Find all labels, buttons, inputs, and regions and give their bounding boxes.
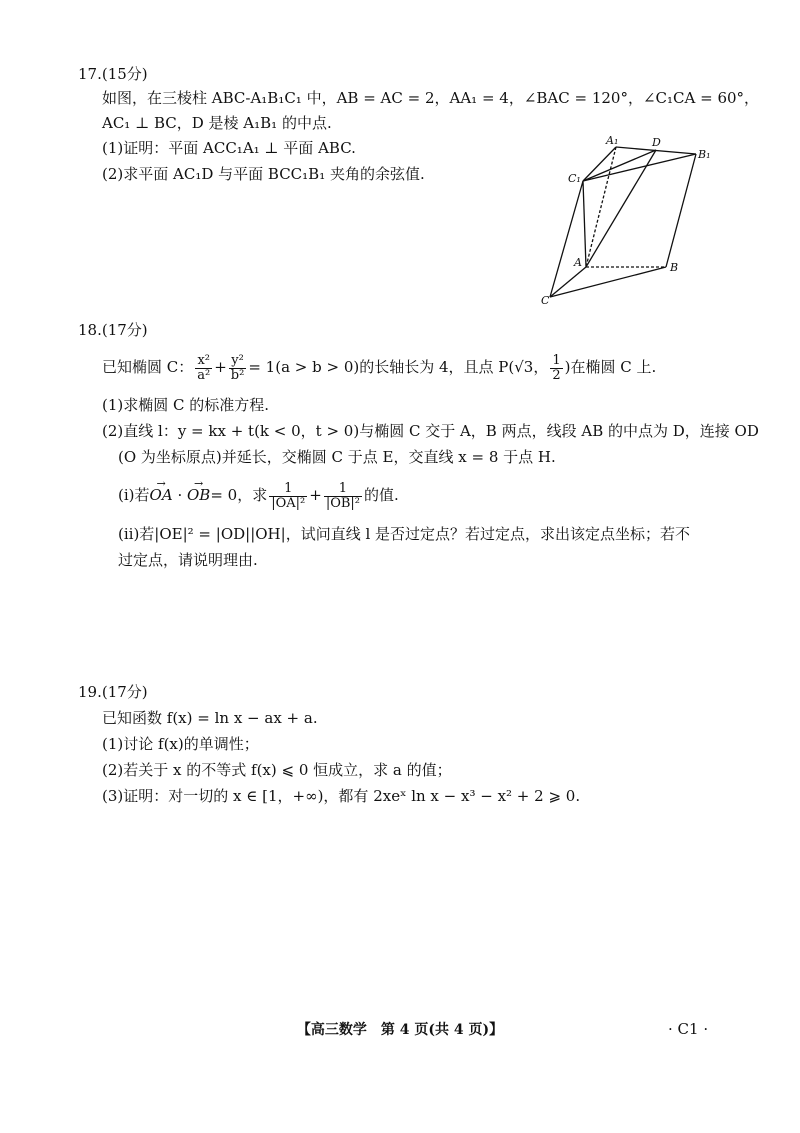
q19-heading: 19.(17分): [78, 683, 148, 701]
label-d: D: [652, 136, 661, 149]
vector-oa: → OA: [150, 480, 173, 510]
q18-heading: 18.(17分): [78, 321, 148, 339]
q19-part2: (2)若关于 x 的不等式 f(x) ⩽ 0 恒成立，求 a 的值；: [102, 761, 452, 779]
frac-1-ob2: [324, 482, 362, 511]
q17-part1: (1)证明：平面 ACC₁A₁ ⊥ 平面 ABC.: [102, 139, 356, 157]
frac-x2-a2: [195, 354, 212, 383]
frac-x2-num: x²: [195, 354, 212, 369]
label-b: B: [670, 261, 679, 274]
frac-1-oa2: [269, 482, 307, 511]
q17-line1: 如图，在三棱柱 ABC-A₁B₁C₁ 中，AB = AC = 2，AA₁ = 4，∠BAC = 120°，∠C₁CA = 60°，: [102, 89, 760, 107]
plus-sign: +: [214, 358, 227, 376]
q18-sub1-end: 的值.: [364, 486, 399, 504]
label-c1: C₁: [568, 172, 581, 185]
frac-half-den: 2: [552, 367, 561, 383]
q18-line1-mid: = 1(a > b > 0)的长轴长为 4，且点 P(√3，: [248, 358, 549, 376]
plus-sign-2: +: [309, 486, 322, 504]
edge-b1-b: [666, 154, 696, 267]
q18-line1-start: 已知椭圆 C：: [102, 358, 194, 376]
frac-half-num: 1: [552, 352, 561, 368]
edge-c1-d: [583, 150, 656, 181]
q18-line1-end: )在椭圆 C 上.: [564, 358, 657, 376]
q18-sub1-mid: = 0，求: [210, 486, 268, 504]
prism-figure: [536, 132, 711, 307]
dot-operator: ·: [177, 486, 183, 504]
q17-line2: AC₁ ⊥ BC，D 是棱 A₁B₁ 的中点.: [102, 114, 332, 132]
q18-sub2-line1: (ⅱ)若|OE|² = |OD||OH|，试问直线 l 是否过定点？若过定点，求出该定点坐标；若不: [118, 525, 691, 543]
q19-line1: 已知函数 f(x) = ln x − ax + a.: [102, 709, 318, 727]
frac-oa-num: 1: [269, 482, 307, 497]
label-c: C: [541, 294, 550, 307]
edge-a1-a: [586, 147, 616, 267]
edge-c1-a1: [583, 147, 616, 181]
frac-y2-num: y²: [229, 354, 247, 369]
edge-c1-c: [550, 181, 583, 297]
label-a: A: [574, 256, 582, 269]
q18-sub1: [118, 480, 399, 511]
frac-b2-den: b²: [230, 367, 245, 383]
vector-ob: → OB: [187, 480, 210, 510]
q18-sub2-line2: 过定点，请说明理由.: [118, 551, 258, 569]
label-a1: A₁: [606, 134, 619, 147]
page-footer: 【高三数学 第 4 页(共 4 页)】: [296, 1022, 504, 1038]
q18-line1: [102, 352, 656, 383]
q18-part2-line2: (O 为坐标原点)并延长，交椭圆 C 于点 E，交直线 x = 8 于点 H.: [118, 448, 556, 466]
edge-c1-a: [583, 181, 586, 267]
q18-part2-line1: (2)直线 l：y = kx + t(k < 0，t > 0)与椭圆 C 交于 A，B 两点，线段 AB 的中点为 D，连接 OD: [102, 422, 759, 440]
frac-oa-den: |OA|²: [271, 495, 306, 511]
q19-part3: (3)证明：对一切的 x ∈ [1，+∞)，都有 2xeˣ ln x − x³ − x² + 2 ⩾ 0.: [102, 787, 581, 805]
label-b1: B₁: [698, 148, 711, 161]
q17-part2: (2)求平面 AC₁D 与平面 BCC₁B₁ 夹角的余弦值.: [102, 165, 425, 183]
frac-1-2: [550, 354, 562, 383]
frac-ob-den: |OB|²: [325, 495, 361, 511]
frac-y2-b2: [229, 354, 247, 383]
q19-part1: (1)讨论 f(x)的单调性；: [102, 735, 259, 753]
q17-heading: 17.(15分): [78, 65, 148, 83]
q18-sub1-start: (ⅰ)若: [118, 486, 150, 504]
frac-ob-num: 1: [324, 482, 362, 497]
paper-code: · C1 ·: [668, 1020, 709, 1038]
q18-part1: (1)求椭圆 C 的标准方程.: [102, 396, 270, 414]
frac-a2-den: a²: [197, 367, 211, 383]
